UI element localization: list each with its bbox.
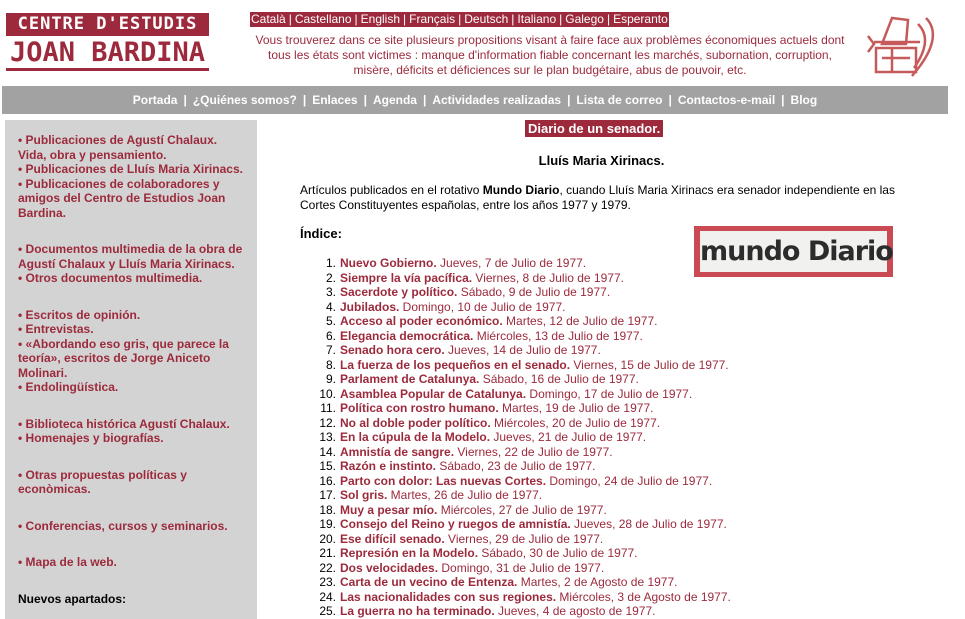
article-date: Martes, 26 de Julio de 1977.: [387, 488, 543, 502]
language-link[interactable]: English: [360, 12, 400, 26]
article-date: Sábado, 16 de Julio de 1977.: [479, 372, 639, 386]
article-date: Miércoles, 13 de Julio de 1977.: [473, 328, 643, 343]
sidebar-group: [5, 417, 257, 446]
article-number: 24.: [319, 589, 336, 604]
nav-separator: |: [363, 93, 367, 107]
language-bar: [250, 12, 669, 27]
article-title-link[interactable]: La fuerza de los pequeños en el senado.: [340, 357, 571, 372]
article-date: Domingo, 10 de Julio de 1977.: [399, 299, 566, 314]
article-title-link[interactable]: Sacerdote y político.: [340, 285, 458, 299]
article-item: [300, 546, 731, 561]
page-title: Lluís Maria Xirinacs.: [538, 153, 665, 168]
language-separator: |: [559, 12, 563, 26]
sidebar-link[interactable]: • Otros documentos multimedia.: [18, 271, 203, 285]
article-item: [300, 503, 731, 518]
article-title-link[interactable]: Sol gris.: [340, 488, 388, 502]
article-date: Domingo, 31 de Julio de 1977.: [438, 560, 605, 575]
article-number: 7.: [325, 343, 336, 357]
article-title-link[interactable]: Política con rostro humano.: [340, 401, 499, 415]
article-item: [300, 430, 731, 445]
sidebar-group: [5, 555, 257, 570]
article-title-link[interactable]: Carta de un vecino de Entenza.: [340, 575, 518, 589]
language-link[interactable]: Italiano: [517, 12, 557, 26]
article-title-link[interactable]: Siempre la vía pacífica.: [340, 270, 473, 285]
nav-link[interactable]: Agenda: [372, 93, 417, 107]
article-date: Jueves, 7 de Julio de 1977.: [436, 256, 587, 270]
language-separator: |: [511, 12, 515, 26]
logo-line-2: JOAN BARDINA: [9, 37, 206, 68]
section-badge: Diario de un senador.: [525, 120, 663, 137]
sidebar: [5, 120, 257, 619]
article-item: [300, 358, 731, 373]
article-item: [300, 459, 731, 474]
sidebar-link[interactable]: • Escritos de opinión.: [18, 307, 141, 322]
article-title-link[interactable]: Represión en la Modelo.: [340, 546, 479, 560]
article-number: 22.: [319, 560, 336, 575]
sidebar-link[interactable]: • Endolingüística.: [18, 380, 119, 394]
article-number: 3.: [325, 285, 336, 299]
article-item: [300, 474, 731, 489]
site-logo[interactable]: [6, 13, 209, 79]
language-separator: |: [288, 12, 292, 26]
sidebar-group: [5, 468, 257, 497]
main-nav: [2, 86, 948, 114]
language-link[interactable]: Français: [409, 12, 456, 26]
article-title-link[interactable]: Nuevo Gobierno.: [340, 256, 437, 270]
article-number: 13.: [319, 430, 336, 444]
article-item: [300, 300, 731, 315]
article-title-link[interactable]: Ese difícil senado.: [340, 531, 445, 546]
article-number: 17.: [319, 488, 336, 502]
language-separator: |: [403, 12, 407, 26]
article-number: 25.: [319, 604, 336, 618]
article-item: [300, 285, 731, 300]
article-number: 16.: [319, 473, 336, 488]
article-number: 20.: [319, 531, 336, 546]
article-title-link[interactable]: La guerra no ha terminado.: [340, 604, 495, 618]
language-link[interactable]: Català: [251, 12, 286, 26]
article-number: 15.: [319, 459, 336, 473]
nav-separator: |: [567, 93, 571, 107]
article-item: [300, 604, 731, 619]
article-title-link[interactable]: Consejo del Reino y ruegos de amnistía.: [340, 517, 571, 531]
article-item: [300, 561, 731, 576]
nav-separator: |: [183, 93, 187, 107]
article-date: Sábado, 9 de Julio de 1977.: [457, 285, 611, 299]
article-number: 9.: [325, 372, 336, 386]
article-number: 10.: [319, 386, 336, 401]
article-number: 14.: [319, 444, 336, 459]
sidebar-gap: [5, 533, 257, 555]
article-item: [300, 445, 731, 460]
article-date: Jueves, 28 de Julio de 1977.: [570, 517, 727, 531]
article-date: Viernes, 8 de Julio de 1977.: [472, 270, 624, 285]
sidebar-group: [5, 519, 257, 534]
article-title-link[interactable]: Razón e instinto.: [340, 459, 436, 473]
article-number: 18.: [319, 502, 336, 517]
sidebar-link[interactable]: • Publicaciones de Agustí Chalaux. Vida, obra y pensamiento.: [18, 133, 218, 162]
article-date: Sábado, 23 de Julio de 1977.: [436, 459, 596, 473]
article-item: [300, 256, 731, 271]
article-item: [300, 401, 731, 416]
sidebar-gap: [5, 220, 257, 242]
article-date: Jueves, 4 de agosto de 1977.: [494, 604, 656, 618]
article-item: [300, 314, 731, 329]
language-link[interactable]: Deutsch: [464, 12, 509, 26]
article-title-link[interactable]: Amnistía de sangre.: [340, 444, 455, 459]
article-date: Domingo, 24 de Julio de 1977.: [546, 473, 713, 488]
article-number: 1.: [325, 256, 336, 270]
site-tagline: Vous trouverez dans ce site plusieurs propositions visant à faire face aux problèmes économiques actuels dont tous les états sont victimes : manque d'information fiable concernant les marchés, subornation, corruption, misère, déficits et déficiences sur le plan budgétaire, abus de pouvoir, etc.: [255, 33, 845, 77]
intro-before: Artículos publicados en el rotativo: [300, 183, 483, 197]
language-separator: |: [458, 12, 462, 26]
nav-separator: |: [422, 93, 427, 107]
sidebar-gap: [5, 497, 257, 519]
nav-separator: |: [668, 93, 672, 107]
article-date: Miércoles, 3 de Agosto de 1977.: [556, 589, 731, 604]
sidebar-link[interactable]: • Documentos multimedia de la obra de Agustí Chalaux y Lluís Maria Xirinacs.: [18, 242, 243, 271]
article-number: 5.: [325, 314, 336, 328]
article-date: Viernes, 15 de Julio de 1977.: [570, 357, 729, 372]
nav-link[interactable]: Portada: [132, 93, 178, 107]
sidebar-link[interactable]: • Publicaciones de Lluís Maria Xirinacs.: [18, 162, 243, 176]
index-heading: Índice:: [300, 226, 342, 241]
article-item: [300, 343, 731, 358]
sidebar-gap: [5, 395, 257, 417]
article-date: Martes, 2 de Agosto de 1977.: [517, 575, 678, 589]
article-date: Viernes, 29 de Julio de 1977.: [444, 531, 604, 546]
article-title-link[interactable]: En la cúpula de la Modelo.: [340, 430, 491, 444]
article-item: [300, 488, 731, 503]
article-date: Martes, 12 de Julio de 1977.: [502, 314, 658, 328]
intro-newspaper: Mundo Diario: [482, 183, 560, 197]
article-title-link[interactable]: Asamblea Popular de Catalunya.: [340, 386, 527, 401]
sidebar-link[interactable]: • Biblioteca histórica Agustí Chalaux.: [18, 416, 230, 431]
language-separator: |: [354, 12, 358, 26]
quill-inkwell-icon: [862, 14, 942, 78]
article-number: 19.: [319, 517, 336, 531]
article-title-link[interactable]: Muy a pesar mío.: [340, 502, 438, 517]
nav-separator: |: [781, 93, 785, 107]
sidebar-link[interactable]: • Publicaciones de colaboradores y amigos del Centro de Estudios Joan Bardina.: [18, 176, 226, 220]
language-link[interactable]: Esperanto: [613, 12, 668, 26]
nav-link[interactable]: ¿Quiénes somos?: [192, 93, 297, 107]
sidebar-link[interactable]: • Mapa de la web.: [18, 555, 117, 569]
sidebar-gap: [5, 570, 257, 592]
sidebar-link[interactable]: • Homenajes y biografías.: [18, 431, 164, 445]
sidebar-link[interactable]: • Otras propuestas políticas y econòmicas.: [18, 467, 187, 496]
article-item: [300, 575, 731, 590]
article-title-link[interactable]: Parto con dolor: Las nuevas Cortes.: [340, 473, 547, 488]
article-title-link[interactable]: Las nacionalidades con sus regiones.: [340, 589, 557, 604]
article-date: Jueves, 14 de Julio de 1977.: [444, 343, 601, 357]
article-number: 8.: [325, 357, 336, 372]
sidebar-link[interactable]: • «Abordando eso gris, que parece la teoría», escritos de Jorge Aniceto Molinari.: [18, 336, 229, 380]
site-header: [0, 0, 965, 85]
nav-link[interactable]: Lista de correo: [576, 93, 663, 107]
article-date: Viernes, 22 de Julio de 1977.: [454, 444, 613, 459]
language-link[interactable]: Galego: [565, 12, 604, 26]
language-link[interactable]: Castellano: [294, 12, 352, 26]
article-number: 21.: [319, 546, 336, 560]
article-title-link[interactable]: Acceso al poder económico.: [340, 314, 503, 328]
sidebar-group: [5, 133, 257, 220]
language-separator: |: [606, 12, 611, 26]
logo-line-1: CENTRE D'ESTUDIS: [6, 13, 209, 36]
article-item: [300, 387, 731, 402]
sidebar-group: [5, 308, 257, 395]
nav-link[interactable]: Enlaces: [312, 93, 358, 107]
article-number: 23.: [319, 575, 336, 589]
article-date: Miércoles, 20 de Julio de 1977.: [490, 415, 661, 430]
sidebar-gap: [5, 286, 257, 308]
article-title-link[interactable]: Elegancia democrática.: [340, 328, 474, 343]
article-number: 11.: [320, 401, 336, 415]
article-title-link[interactable]: Jubilados.: [340, 299, 400, 314]
article-title-link[interactable]: Senado hora cero.: [340, 343, 445, 357]
article-title-link[interactable]: No al doble poder político.: [340, 415, 491, 430]
nav-link[interactable]: Blog: [790, 93, 818, 107]
article-date: Jueves, 21 de Julio de 1977.: [490, 430, 647, 444]
logo-underline: [6, 68, 209, 71]
article-list: [300, 256, 731, 619]
intro-text: [300, 183, 910, 213]
newspaper-logo-text: mundo Diario: [700, 231, 887, 272]
article-item: [300, 372, 731, 387]
article-item: [300, 329, 731, 344]
nav-link[interactable]: Contactos-e-mail: [677, 93, 776, 107]
article-item: [300, 590, 731, 605]
sidebar-group: [5, 242, 257, 286]
article-number: 4.: [325, 299, 336, 314]
article-item: [300, 271, 731, 286]
sidebar-link[interactable]: • Conferencias, cursos y seminarios.: [18, 518, 228, 533]
article-item: [300, 532, 731, 547]
article-date: Sábado, 30 de Julio de 1977.: [478, 546, 638, 560]
nav-link[interactable]: Actividades realizadas: [432, 93, 562, 107]
article-date: Domingo, 17 de Julio de 1977.: [526, 386, 693, 401]
article-item: [300, 517, 731, 532]
new-sections-heading: Nuevos apartados:: [18, 591, 127, 606]
sidebar-gap: [5, 446, 257, 468]
article-title-link[interactable]: Parlament de Catalunya.: [340, 372, 480, 386]
article-title-link[interactable]: Dos velocidades.: [340, 560, 439, 575]
intro-after: , cuando Lluís Maria Xirinacs era senador independiente en las Cortes Constituyentes españolas, entre los años 1977 y 1979.: [300, 183, 895, 212]
article-date: Martes, 19 de Julio de 1977.: [498, 401, 654, 415]
article-number: 6.: [325, 328, 336, 343]
article-date: Miércoles, 27 de Julio de 1977.: [437, 502, 607, 517]
nav-separator: |: [302, 93, 307, 107]
article-number: 12.: [319, 415, 336, 430]
article-item: [300, 416, 731, 431]
sidebar-link[interactable]: • Entrevistas.: [18, 322, 94, 336]
article-number: 2.: [325, 270, 336, 285]
